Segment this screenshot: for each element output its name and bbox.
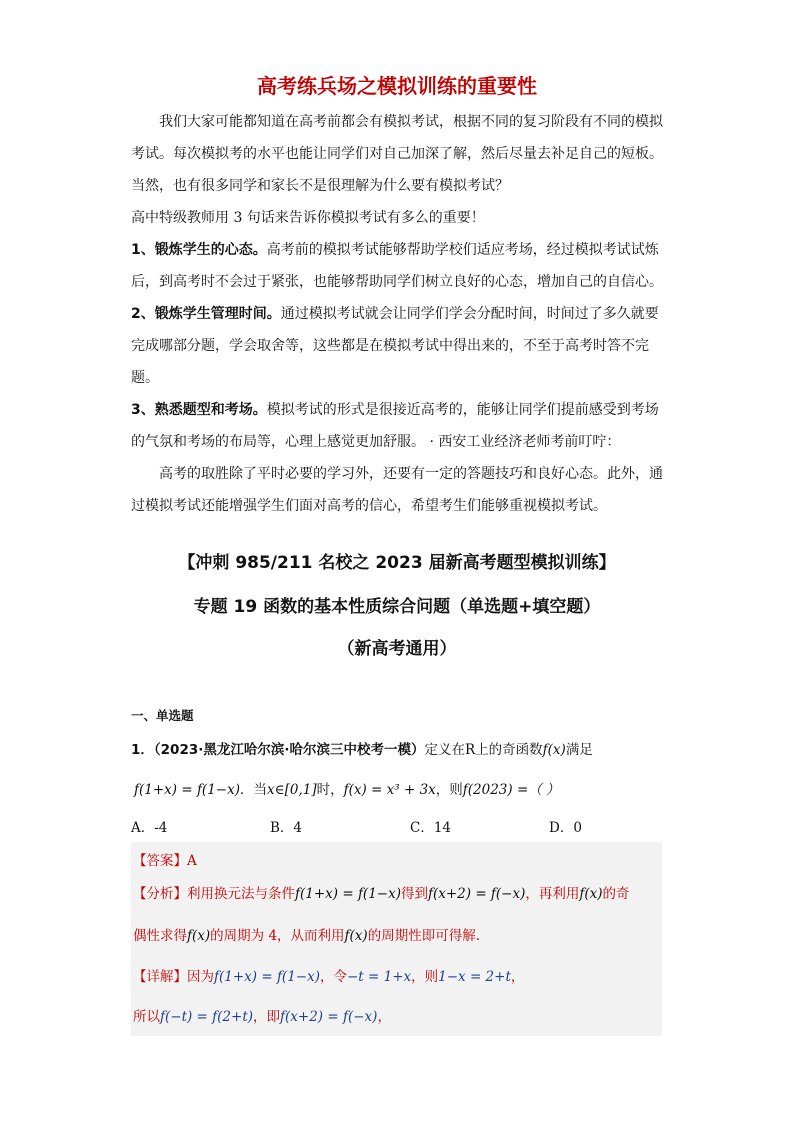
detail-label: 【详解】 [133,969,187,985]
math-expression: f(x) [579,886,603,902]
section-title: 一、单选题 [131,708,194,723]
intro-item-3-body: 模拟考试的形式是很接近高考的，能够让同学们提前感受到考场的气氛和考场的布局等，心理上感觉更加舒服。 · 西安工业经济老师考前叮咛： [131,402,659,450]
detail-line-1 [133,965,524,985]
detail-text: ， [377,1009,391,1025]
analysis-text: 的周期为 4，从而利用 [210,928,345,944]
math-expression: f(x) [344,928,368,944]
answer-label: 【答案】 [133,853,187,869]
intro-item-1-head: 1、锻炼学生的心态。 [131,242,267,258]
detail-text: ，则 [411,969,439,985]
math-expression: 1−x = 2+t [438,969,511,985]
math-expression: f(2023) =（ ） [462,782,560,798]
intro-paragraph-2: 高中特级教师用 3 句话来告诉你模拟考试有多么的重要！ [131,210,485,226]
detail-text: 所以 [133,1009,160,1025]
analysis-text: 的周期性即可得解. [367,928,480,944]
math-expression: x∈[0,1] [266,782,317,798]
question-text: ，则 [435,782,463,798]
main-heading-line-3: （新高考通用） [337,639,457,659]
intro-paragraph-1: 我们大家可能都知道在高考前都会有模拟考试，根据不同的复习阶段有不同的模拟考试。每次模拟考的水平也能让同学们对自己加深了解，然后尽量去补足自己的短板。当然，也有很多同学和家长不是很理解为什么要有模拟考试？ [131,114,663,194]
intro-item-2-body: 通过模拟考试就会让同学们学会分配时间，时间过了多久就要完成哪部分题，学会取舍等，这些都是在模拟考试中得出来的，不至于高考时答不完题。 [131,306,659,386]
option-a: A．-4 [131,820,168,836]
intro-paragraph-3: 高考的取胜除了平时必要的学习外，还要有一定的答题技巧和良好心态。此外，通过模拟考试还能增强学生们面对高考的信心，希望考生们能够重视模拟考试。 [131,466,663,514]
math-expression: f(1+x) = f(1−x) [214,969,320,985]
question-text: ．当 [239,782,267,798]
detail-text: ， [510,969,525,985]
detail-text: ，令 [319,969,347,985]
question-text: 满足 [565,742,593,758]
intro-item-1 [131,234,671,298]
detail-line-2 [133,1005,391,1025]
math-expression: f(x+2) = f(−x) [427,886,526,902]
main-heading-line-2: 专题 19 函数的基本性质综合问题（单选题+填空题） [193,597,601,617]
analysis-text: 得到 [400,886,428,902]
question-text: 时， [316,782,344,798]
math-expression: f(x+2) = f(−x) [280,1009,378,1025]
math-expression: f(−t) = f(2+t) [160,1009,254,1025]
option-b: B．4 [270,820,303,836]
answer-value: A [187,853,197,869]
analysis-label: 【分析】 [133,886,187,902]
analysis-text: 利用换元法与条件 [187,886,295,902]
math-expression: f(x) = x³ + 3x [343,782,436,798]
option-d: D．0 [549,820,582,836]
main-heading-line-1: 【冲刺 985/211 名校之 2023 届新高考题型模拟训练】 [178,553,616,573]
solution-box [131,842,662,1036]
math-expression: f(1+x) = f(1−x) [134,782,240,798]
detail-text: ，即 [253,1009,281,1025]
intro-item-3 [131,394,671,458]
question-text: 上的奇函数 [475,742,543,758]
analysis-text: 的奇 [602,886,630,902]
question-line-2 [134,778,674,798]
math-expression: R [465,742,476,758]
option-c: C．14 [410,820,452,836]
intro-body [131,106,671,522]
math-expression: f(x) [187,928,211,944]
intro-title: 高考练兵场之模拟训练的重要性 [257,74,537,98]
question-text: 定义在 [424,742,465,758]
intro-item-2-head: 2、锻炼学生管理时间。 [131,306,281,322]
analysis-line-1 [133,882,630,902]
math-expression: f(x) [542,742,566,758]
question-source: （2023·黑龙江哈尔滨·哈尔滨三中校考一模） [153,742,425,758]
math-expression: −t = 1+x [346,969,412,985]
math-expression: f(1+x) = f(1−x) [295,886,401,902]
analysis-text: ，再利用 [525,886,580,902]
intro-item-1-body: 高考前的模拟考试能够帮助学校们适应考场，经过模拟考试试炼后，到高考时不会过于紧张，也能够帮助同学们树立良好的心态，增加自己的自信心。 [131,242,663,290]
analysis-line-2 [133,924,480,944]
detail-text: 因为 [187,969,214,985]
intro-item-3-head: 3、熟悉题型和考场。 [131,402,267,418]
question-line-1 [131,738,671,758]
analysis-text: 偶性求得 [133,928,187,944]
intro-item-2 [131,298,671,394]
answer-line [133,849,197,869]
question-number: 1． [131,742,154,758]
